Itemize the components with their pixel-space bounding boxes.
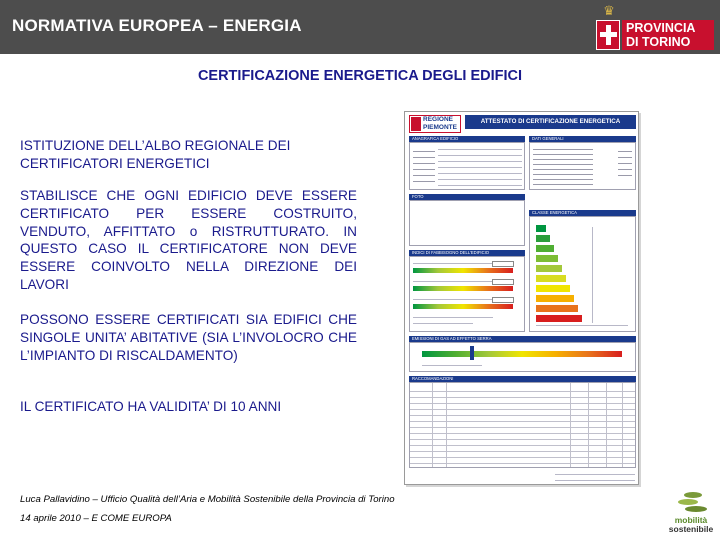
class-bar-nc <box>536 315 582 322</box>
logo-line-1: PROVINCIA <box>626 21 696 35</box>
logo-text <box>622 20 714 50</box>
paragraph-possono: POSSONO ESSERE CERTIFICATI SIA EDIFICI CHE SINGOLE UNITA’ ABITATIVE (SIA L’INVOLOCRO CHE L’IMPIANTO DI RISCALDAMENTO) <box>20 312 357 363</box>
emissioni-box <box>409 342 636 372</box>
provincia-di-torino-logo <box>594 4 716 50</box>
section-anagrafica: ANAGRAFICA EDIFICIO <box>409 136 525 142</box>
raccomandazioni-table <box>409 382 636 468</box>
mobilita-sostenibile-logo <box>664 486 718 536</box>
class-bar-b <box>536 245 554 252</box>
class-bar-e <box>536 285 570 292</box>
brand-line-2: sostenibile <box>668 524 714 534</box>
indici-box <box>409 256 525 332</box>
class-bar-a <box>536 225 546 232</box>
shield-icon <box>596 20 620 50</box>
leaf-icon <box>676 490 710 516</box>
slide-subtitle: CERTIFICAZIONE ENERGETICA DEGLI EDIFICI <box>197 68 523 84</box>
class-bar-b1 <box>536 255 558 262</box>
section-dati: DATI GENERALI <box>529 136 636 142</box>
header-bar <box>0 0 720 54</box>
brand-line-1: mobilità <box>674 515 708 525</box>
section-classe: CLASSE ENERGETICA <box>529 210 636 216</box>
section-raccomandazioni: RACCOMANDAZIONI <box>409 376 636 382</box>
flag-icon <box>411 117 421 131</box>
paragraph-validita: IL CERTIFICATO HA VALIDITA’ DI 10 ANNI <box>20 399 282 414</box>
class-bar-g <box>536 305 578 312</box>
certificate-title: ATTESTATO DI CERTIFICAZIONE ENERGETICA <box>465 115 636 129</box>
energy-certificate-image <box>404 111 639 485</box>
photo-box <box>409 200 525 246</box>
class-bar-c <box>536 265 562 272</box>
footer-date: 14 aprile 2010 – E COME EUROPA <box>20 513 172 524</box>
logo-line-2: DI TORINO <box>626 35 691 49</box>
crown-icon: ♛ <box>603 3 615 18</box>
class-bar-a1 <box>536 235 550 242</box>
dati-box <box>529 142 636 190</box>
classe-box <box>529 216 636 332</box>
brand-text <box>664 516 718 534</box>
regione-piemonte-logo <box>409 115 461 133</box>
section-emissioni: EMISSIONI DI GAS AD EFFETTO SERRA <box>409 336 636 342</box>
class-bar-d <box>536 275 566 282</box>
section-indici: INDICI DI FABBISOGNO DELL’EDIFICIO <box>409 250 525 256</box>
paragraph-albo: ISTITUZIONE DELL’ALBO REGIONALE DEI CERTIFICATORI ENERGETICI <box>20 138 291 171</box>
class-bar-f <box>536 295 574 302</box>
anagrafica-box <box>409 142 525 190</box>
regione-piemonte-text: REGIONE PIEMONTE <box>423 116 457 131</box>
slide-title: NORMATIVA EUROPEA – ENERGIA <box>12 16 302 35</box>
section-foto: FOTO <box>409 194 525 200</box>
paragraph-stabilisce: STABILISCE CHE OGNI EDIFICIO DEVE ESSERE CERTIFICATO PER ESSERE COSTRUITO, VENDUTO, AFFITTATO o RISTRUTTURATO. IN QUESTO CASO IL CERTIFICATORE NON DEVE ESSERE COINVOLTO NELLA DIREZIONE DEI LAVORI <box>20 188 357 292</box>
footer-author: Luca Pallavidino – Ufficio Qualità dell’Aria e Mobilità Sostenibile della Provincia di Torino <box>20 494 395 505</box>
